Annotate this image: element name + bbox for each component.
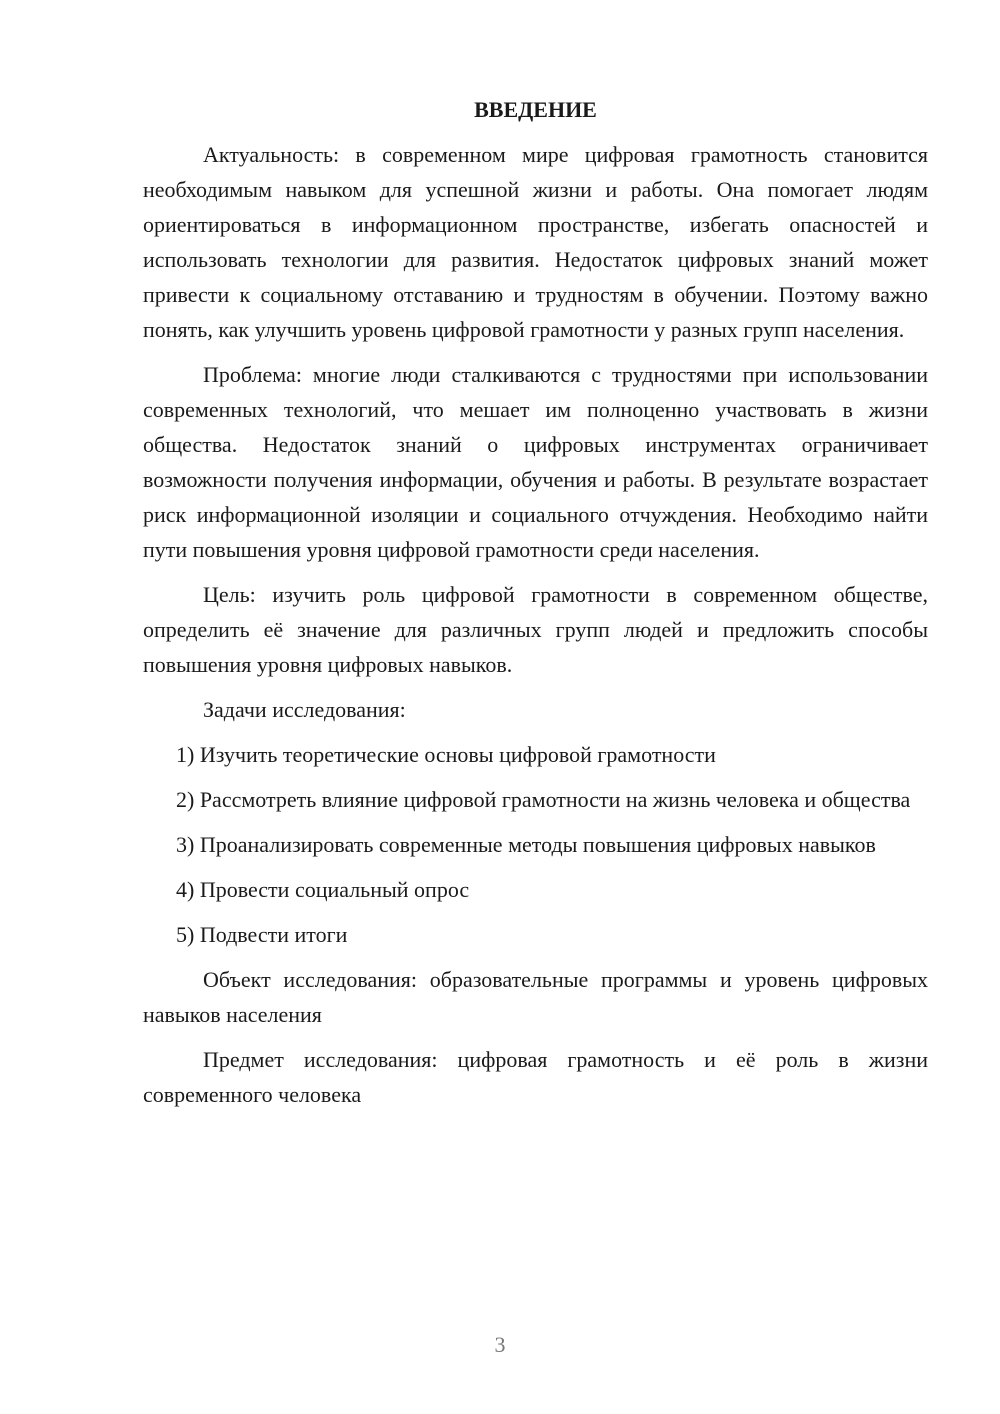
subject-paragraph: Предмет исследования: цифровая грамотность и её роль в жизни современного человека (143, 1047, 928, 1107)
list-item: 1) Изучить теоретические основы цифровой грамотности (176, 742, 716, 767)
list-item: 5) Подвести итоги (176, 922, 348, 947)
list-item: 3) Проанализировать современные методы повышения цифровых навыков (176, 832, 876, 857)
list-item: 2) Рассмотреть влияние цифровой грамотности на жизнь человека и общества (176, 787, 911, 812)
relevance-paragraph: Актуальность: в современном мире цифровая грамотность становится необходимым навыком для успешной жизни и работы. Она помогает людям ориентироваться в информационном пространстве, избегать опасностей и использовать технологии для развития. Недостаток цифровых знаний может привести к социальному отставанию и трудностям в обучении. Поэтому важно понять, как улучшить уровень цифровой грамотности у разных групп населения. (143, 142, 928, 342)
page-number: 3 (494, 1332, 506, 1357)
object-paragraph: Объект исследования: образовательные программы и уровень цифровых навыков населения (143, 967, 928, 1027)
list-item: 4) Провести социальный опрос (176, 877, 470, 902)
problem-paragraph: Проблема: многие люди сталкиваются с трудностями при использовании современных технологий, что мешает им полноценно участвовать в жизни общества. Недостаток знаний о цифровых инструментах ограничивает возможности получения информации, обучения и работы. В результате возрастает риск информационной изоляции и социального отчуждения. Необходимо найти пути повышения уровня цифровой грамотности среди населения. (143, 362, 928, 562)
page-title: ВВЕДЕНИЕ (474, 97, 597, 122)
document-page (143, 92, 928, 1122)
tasks-heading: Задачи исследования: (203, 697, 406, 722)
goal-paragraph: Цель: изучить роль цифровой грамотности в современном обществе, определить её значение для различных групп людей и предложить способы повышения уровня цифровых навыков. (143, 582, 928, 677)
tasks-list (143, 737, 928, 952)
